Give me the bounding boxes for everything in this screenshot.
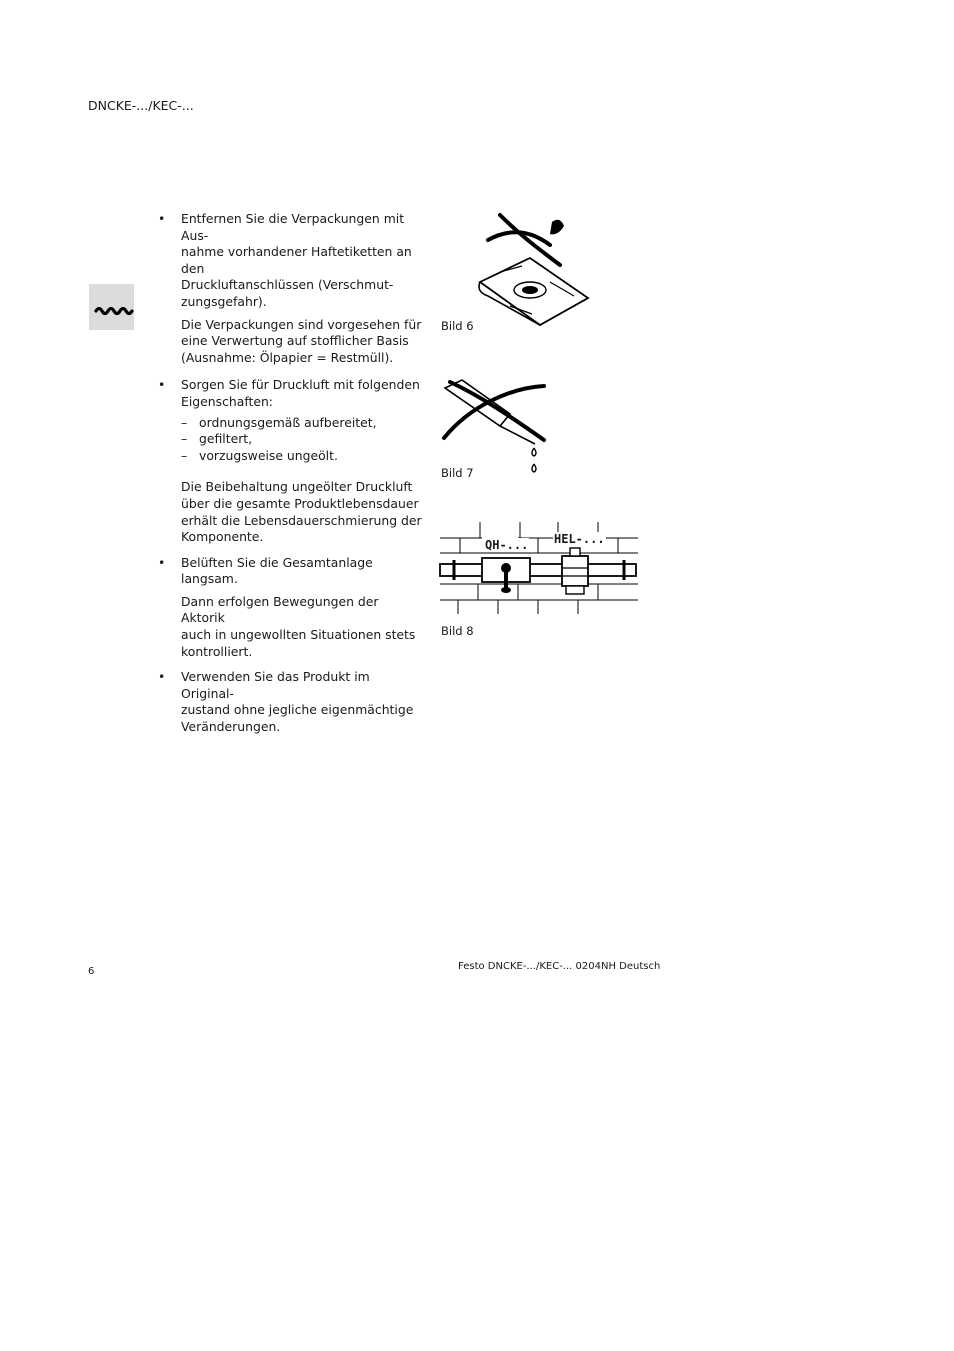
- dash-list: [181, 415, 426, 465]
- bullet: •: [158, 554, 166, 570]
- figure-7-caption: Bild 7: [441, 466, 474, 480]
- list-item: [158, 211, 426, 366]
- item-note: Dann erfolgen Bewegungen der Aktorik auch in ungewollten Situationen stets kontrolliert.: [181, 593, 416, 659]
- qh-label: QH-...: [485, 538, 529, 552]
- page-header: DNCKE-.../KEC-...: [88, 98, 194, 113]
- bullet: •: [158, 669, 166, 685]
- page-number: 6: [88, 966, 95, 977]
- list-item: [158, 669, 426, 735]
- dash: –: [181, 447, 188, 463]
- item-text: Entfernen Sie die Verpackungen mit Aus- nahme vorhandener Haftetiketten an den Druckluftanschlüssen (Verschmut- zungsgefahr).: [181, 211, 412, 309]
- item-text: Verwenden Sie das Produkt im Original- zustand ohne jegliche eigenmächtige Veränderungen.: [181, 669, 414, 735]
- figure-6-no-packaging-illustration: [470, 210, 600, 330]
- figure-7-no-oil-illustration: [440, 376, 555, 478]
- dash-item: [181, 431, 426, 448]
- dash-text: ordnungsgemäß aufbereitet,: [199, 414, 377, 430]
- list-item: [158, 377, 426, 545]
- dash-text: vorzugsweise ungeölt.: [199, 447, 338, 463]
- environment-wave-icon: [89, 284, 134, 330]
- figure-8-caption: Bild 8: [441, 624, 474, 638]
- dash-item: [181, 448, 426, 465]
- item-note: Die Beibehaltung ungeölter Druckluft über die gesamte Produktlebensdauer erhält die Lebensdauerschmierung der Komponente.: [181, 479, 422, 545]
- item-text: Belüften Sie die Gesamtanlage langsam.: [181, 554, 373, 587]
- item-note: Die Verpackungen sind vorgesehen für eine Verwertung auf stofflicher Basis (Ausnahme: Ölpapier = Restmüll).: [181, 316, 422, 365]
- footer-doc-reference: Festo DNCKE-.../KEC-... 0204NH Deutsch: [458, 961, 661, 972]
- instruction-list: [158, 211, 426, 743]
- list-item: [158, 555, 426, 661]
- item-text: Sorgen Sie für Druckluft mit folgenden Eigenschaften:: [181, 377, 420, 409]
- dash: –: [181, 414, 188, 430]
- dash-item: [181, 415, 426, 432]
- figure-6-caption: Bild 6: [441, 319, 474, 333]
- hel-label: HEL-...: [554, 532, 605, 546]
- bullet: •: [158, 377, 166, 393]
- bullet: •: [158, 211, 166, 226]
- dash: –: [181, 431, 188, 447]
- figure-8-valve-illustration: [438, 518, 640, 618]
- dash-text: gefiltert,: [199, 431, 253, 447]
